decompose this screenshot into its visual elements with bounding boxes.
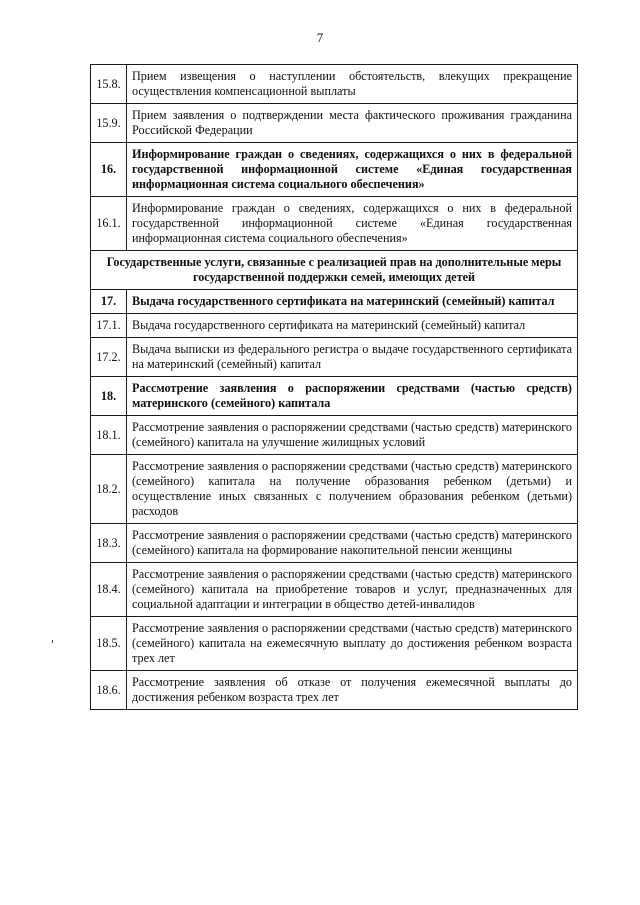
- service-description: Рассмотрение заявления о распоряжении средствами (частью средств) материнского (семейного) капитала на формирование накопительной пенсии женщины: [127, 524, 578, 563]
- service-number: 15.9.: [91, 104, 127, 143]
- service-number: 18.4.: [91, 563, 127, 617]
- service-row: [91, 197, 578, 251]
- service-number: 16.: [91, 143, 127, 197]
- service-description: Выдача государственного сертификата на материнский (семейный) капитал: [127, 314, 578, 338]
- service-row: [91, 617, 578, 671]
- service-number: 17.2.: [91, 338, 127, 377]
- service-number: 18.5.: [91, 617, 127, 671]
- service-description: Рассмотрение заявления об отказе от получения ежемесячной выплаты до достижения ребенком возраста трех лет: [127, 671, 578, 710]
- service-number: 18.2.: [91, 455, 127, 524]
- service-number: 17.1.: [91, 314, 127, 338]
- service-row: [91, 65, 578, 104]
- service-description: Информирование граждан о сведениях, содержащихся о них в федеральной государственной информационной системе «Единая государственная информационная система социального обеспечения»: [127, 197, 578, 251]
- service-description: Рассмотрение заявления о распоряжении средствами (частью средств) материнского (семейного) капитала на получение образования ребенком (детьми) и осуществление иных связанных с получением образования ребенком (детьми) расходов: [127, 455, 578, 524]
- service-number: 17.: [91, 290, 127, 314]
- service-description: Рассмотрение заявления о распоряжении средствами (частью средств) материнского (семейного) капитала на приобретение товаров и услуг, предназначенных для социальной адаптации и интеграции в общество детей-инвалидов: [127, 563, 578, 617]
- service-row: [91, 563, 578, 617]
- section-header-row: [91, 251, 578, 290]
- services-table: [90, 64, 578, 710]
- service-row: [91, 524, 578, 563]
- service-row: [91, 671, 578, 710]
- service-row: [91, 290, 578, 314]
- service-row: [91, 377, 578, 416]
- service-description: Прием извещения о наступлении обстоятельств, влекущих прекращение осуществления компенсационной выплаты: [127, 65, 578, 104]
- service-number: 18.1.: [91, 416, 127, 455]
- service-description: Прием заявления о подтверждении места фактического проживания гражданина Российской Федерации: [127, 104, 578, 143]
- service-description: Выдача выписки из федерального регистра о выдаче государственного сертификата на материнский (семейный) капитал: [127, 338, 578, 377]
- service-number: 16.1.: [91, 197, 127, 251]
- service-description: Рассмотрение заявления о распоряжении средствами (частью средств) материнского (семейного) капитала на ежемесячную выплату до достижения ребенком возраста трех лет: [127, 617, 578, 671]
- service-row: [91, 104, 578, 143]
- services-table-body: [91, 65, 578, 710]
- service-description: Рассмотрение заявления о распоряжении средствами (частью средств) материнского (семейного) капитала: [127, 377, 578, 416]
- service-row: [91, 455, 578, 524]
- service-row: [91, 314, 578, 338]
- service-number: 18.: [91, 377, 127, 416]
- service-number: 15.8.: [91, 65, 127, 104]
- service-row: [91, 416, 578, 455]
- service-row: [91, 338, 578, 377]
- page-number: 7: [316, 30, 324, 45]
- service-row: [91, 143, 578, 197]
- service-description: Выдача государственного сертификата на материнский (семейный) капитал: [127, 290, 578, 314]
- margin-mark: [52, 640, 53, 643]
- service-number: 18.6.: [91, 671, 127, 710]
- service-description: Рассмотрение заявления о распоряжении средствами (частью средств) материнского (семейного) капитала на улучшение жилищных условий: [127, 416, 578, 455]
- service-number: 18.3.: [91, 524, 127, 563]
- section-title: Государственные услуги, связанные с реализацией прав на дополнительные меры государственной поддержки семей, имеющих детей: [91, 251, 578, 290]
- service-description: Информирование граждан о сведениях, содержащихся о них в федеральной государственной информационной системе «Единая государственная информационная система социального обеспечения»: [127, 143, 578, 197]
